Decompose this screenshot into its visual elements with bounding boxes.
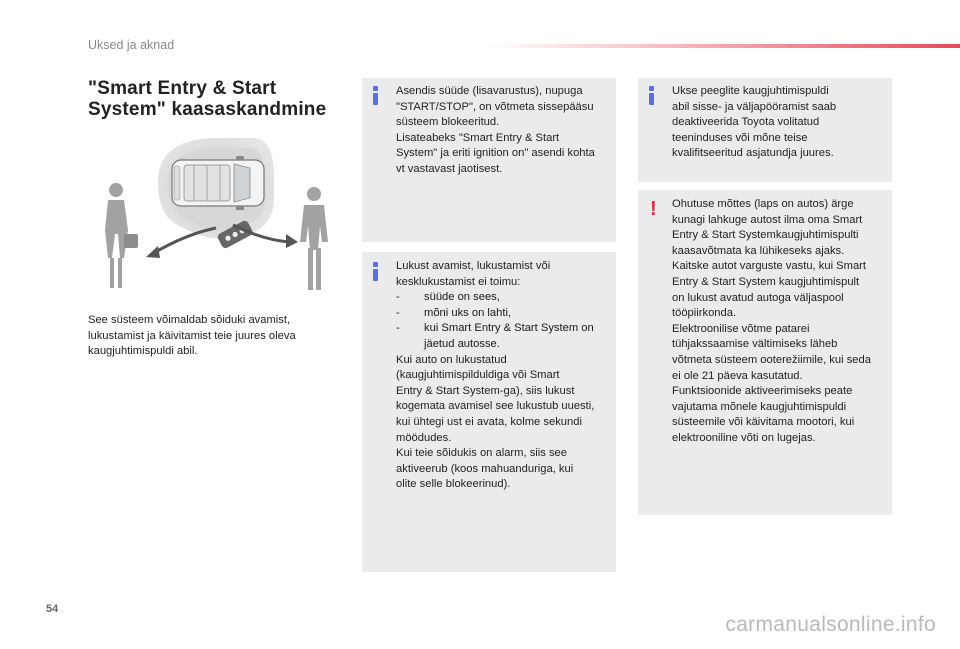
- text-line: teeninduses või mõne teise: [672, 131, 808, 144]
- woman-figure: [105, 183, 138, 288]
- text-line: kaasavõtmata ka lühikeseks ajaks.: [672, 244, 845, 257]
- intro-text: See süsteem võimaldab sõiduki avamist, lukustamist ja käivitamist teie juures oleva kaugjuhtimispuldi abil.: [88, 314, 296, 357]
- text-line: võtmeta süsteem ooterežiimile, kui seda: [672, 353, 871, 366]
- text-line: süsteem blokeeritud.: [396, 116, 500, 129]
- text-line: System" ja eriti ignition on" asendi kohta: [396, 147, 595, 160]
- text-line: Elektroonilise võtme patarei: [672, 322, 810, 335]
- text-line: aktiveerub (koos mahuanduriga, kui: [396, 462, 574, 475]
- text-line: kunagi lahkuge autost ilma oma Smart: [672, 213, 863, 226]
- list-item: - kui Smart Entry & Start System on: [396, 322, 594, 335]
- list-item: - mõni uks on lahti,: [396, 306, 512, 319]
- text-line: kui ühtegi ust ei avata, kolme sekundi: [396, 415, 582, 428]
- text-line: Kui auto on lukustatud: [396, 353, 507, 366]
- text-line: möödudes.: [396, 431, 452, 444]
- text-line: (kaugjuhtimispilduldiga või Smart: [396, 369, 560, 382]
- text-line: vt vastavast jaotisest.: [396, 162, 503, 175]
- page-title: "Smart Entry & Start System" kaasaskandmine: [88, 78, 327, 120]
- text-line: Asendis süüde (lisavarustus), nupuga: [396, 85, 583, 97]
- text-line: Lukust avamist, lukustamist või: [396, 260, 551, 272]
- list-item-continuation: jäetud autosse.: [424, 337, 500, 350]
- text-line: kogemata avamisel see lukustub uuesti,: [396, 400, 595, 413]
- text-line: ei ole 21 päeva kasutatud.: [672, 369, 803, 382]
- text-line: Kui teie sõidukis on alarm, siis see: [396, 447, 567, 460]
- text-line: abil sisse- ja väljapööramist saab: [672, 100, 837, 113]
- text-line: tööpiirkonda.: [672, 307, 737, 320]
- car-top-view: [172, 156, 264, 210]
- text-line: vajutama mõnele kaugjuhtimispuldi: [672, 400, 847, 413]
- text-line: olite selle blokeerinud).: [396, 478, 511, 491]
- text-line: süsteemile või käivitama mootori, kui: [672, 416, 855, 429]
- text-line: Entry & Start System kaugjuhtimispult: [672, 275, 860, 288]
- info-box-mirrors: [638, 78, 892, 182]
- info-box-accessory: [362, 78, 616, 242]
- text-line: Entry & Start Systemkaugjuhtimispulti: [672, 229, 859, 242]
- text-line: Entry & Start System-ga), siis lukust: [396, 384, 575, 397]
- text-line: elektrooniline võti on lugejas.: [672, 431, 816, 444]
- info-icon: [372, 262, 380, 282]
- text-line: Lisateabeks "Smart Entry & Start: [396, 131, 560, 144]
- section-header: Uksed ja aknad: [88, 38, 175, 52]
- header-rule: [488, 44, 960, 48]
- text-line: Funktsioonide aktiveerimiseks peate: [672, 385, 853, 398]
- list-item: - süüde on sees,: [396, 291, 500, 304]
- text-line: "START/STOP", on võtmeta sissepääsu: [396, 100, 594, 113]
- warning-box-safety: [638, 190, 892, 515]
- info-icon: [372, 86, 380, 106]
- page-number: 54: [46, 603, 59, 615]
- info-box-locking: [362, 252, 616, 572]
- text-line: Ukse peeglite kaugjuhtimispuldi: [672, 85, 829, 97]
- man-figure: [300, 187, 328, 290]
- text-line: Ohutuse mõttes (laps on autos) ärge: [672, 198, 854, 210]
- text-line: Kaitske autot varguste vastu, kui Smart: [672, 260, 867, 273]
- text-line: tühjakssaamise vältimiseks läheb: [672, 338, 838, 351]
- smart-entry-illustration: [88, 130, 344, 300]
- warning-icon: !: [650, 198, 657, 220]
- text-line: on lukust avatud autoga väljaspool: [672, 291, 844, 304]
- watermark: carmanualsonline.info: [725, 613, 936, 636]
- text-line: kesklukustamist ei toimu:: [396, 275, 521, 288]
- text-line: kvalifitseeritud asjatundja juures.: [672, 147, 834, 160]
- condition-list: [396, 290, 610, 352]
- info-icon: [648, 86, 656, 106]
- text-line: deaktiveerida Toyota volitatud: [672, 116, 820, 129]
